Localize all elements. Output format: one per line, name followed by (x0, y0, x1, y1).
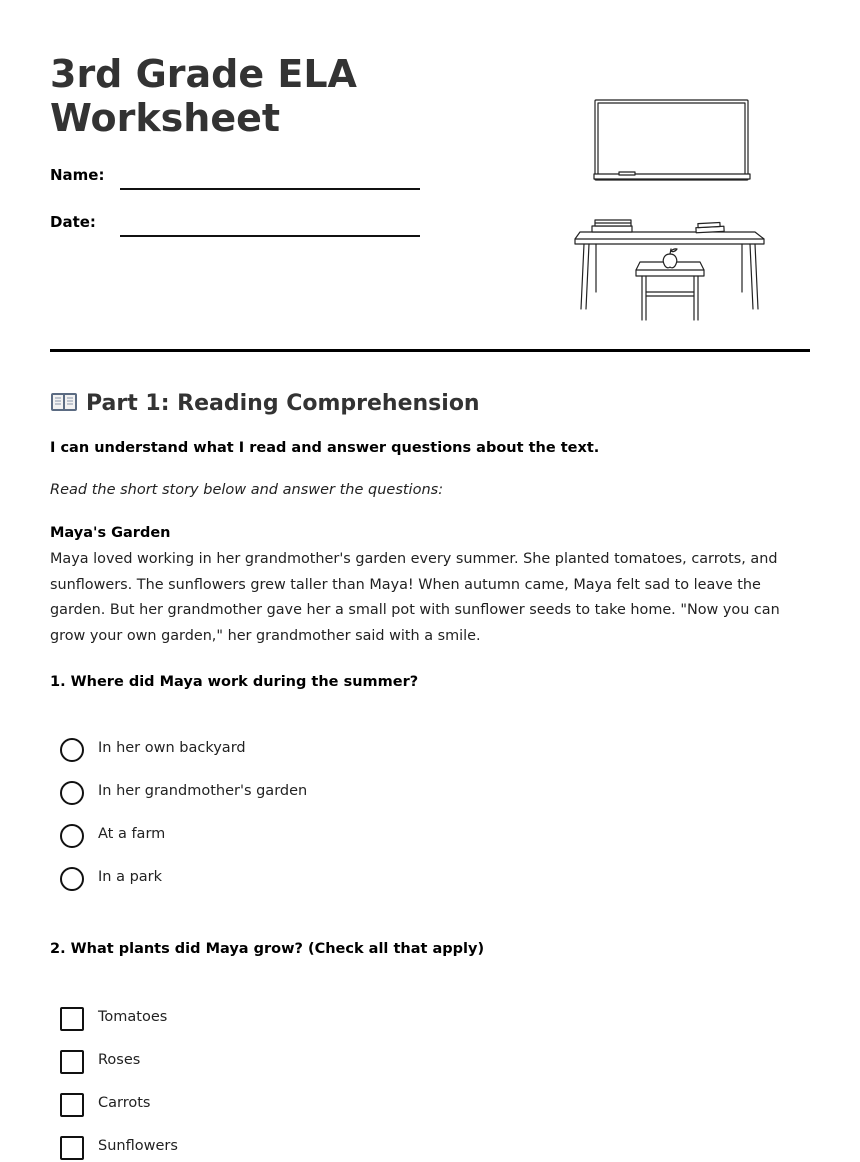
option-label: In a park (98, 869, 163, 885)
option-label: Sunflowers (98, 1138, 178, 1154)
q1-option-2[interactable] (60, 781, 460, 807)
q1-option-1[interactable] (60, 738, 460, 764)
header-divider (50, 349, 810, 352)
date-input-line[interactable] (120, 235, 420, 237)
worksheet-page (50, 0, 810, 1154)
checkbox[interactable] (60, 1136, 84, 1160)
story-text: Maya loved working in her grandmother's garden every summer. She planted tomatoes, carrots, and sunflowers. The sunflowers grew taller than Maya! When autumn came, Maya felt sad to leave the garden. But her grandmother gave her a small pot with sunflower seeds to take home. "Now you can grow your own garden," her grandmother said with a smile. (50, 551, 780, 644)
part1-title (50, 388, 480, 420)
option-label: At a farm (98, 826, 166, 842)
radio-button[interactable] (60, 824, 84, 848)
option-label: Roses (98, 1052, 141, 1068)
checkbox[interactable] (60, 1093, 84, 1117)
q2-option-2[interactable] (60, 1050, 460, 1076)
open-book-icon (50, 391, 78, 413)
option-label: In her own backyard (98, 740, 246, 756)
name-field-row (50, 160, 420, 190)
worksheet-title (50, 52, 410, 140)
q1-option-3[interactable] (60, 824, 460, 850)
date-label: Date: (50, 213, 96, 231)
radio-button[interactable] (60, 867, 84, 891)
question-2: 2. What plants did Maya grow? (Check all that apply) (50, 941, 485, 957)
story-title: Maya's Garden (50, 525, 171, 541)
date-field-row (50, 207, 420, 237)
reading-instructions: Read the short story below and answer the questions: (50, 482, 444, 498)
option-label: Tomatoes (98, 1009, 168, 1025)
name-label: Name: (50, 166, 105, 184)
radio-button[interactable] (60, 738, 84, 762)
classroom-illustration (570, 92, 770, 327)
question-1: 1. Where did Maya work during the summer? (50, 674, 419, 690)
checkbox[interactable] (60, 1007, 84, 1031)
worksheet-header (50, 0, 810, 352)
title-line-1: 3rd Grade ELA (50, 52, 357, 96)
name-input-line[interactable] (120, 188, 420, 190)
q2-option-3[interactable] (60, 1093, 460, 1119)
q2-option-1[interactable] (60, 1007, 460, 1033)
title-line-2: Worksheet (50, 96, 281, 140)
option-label: In her grandmother's garden (98, 783, 308, 799)
q1-option-4[interactable] (60, 867, 460, 893)
part1-title-text: Part 1: Reading Comprehension (86, 391, 480, 416)
checkbox[interactable] (60, 1050, 84, 1074)
learning-objective: I can understand what I read and answer questions about the text. (50, 440, 600, 456)
option-label: Carrots (98, 1095, 151, 1111)
q2-option-4[interactable] (60, 1136, 460, 1162)
radio-button[interactable] (60, 781, 84, 805)
